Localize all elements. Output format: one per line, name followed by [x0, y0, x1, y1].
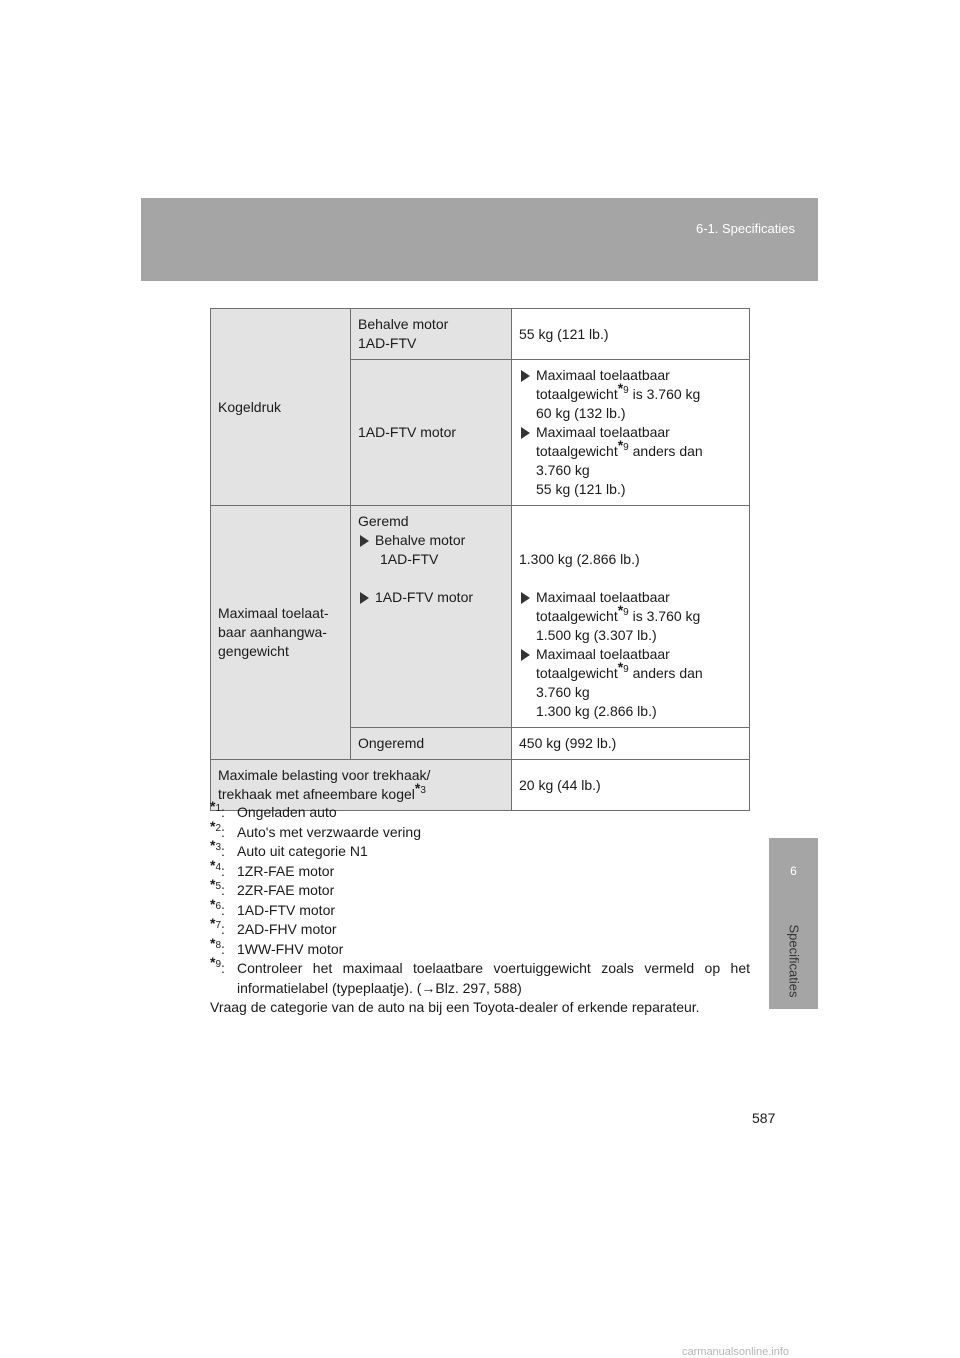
footnote: $^{*3}$: Auto uit categorie N1 — [210, 837, 368, 859]
value-cell: 55 kg (121 lb.) — [512, 309, 750, 360]
footnote: $^{*2}$: Auto's met verzwaarde vering — [210, 817, 421, 840]
footnote: $^{*1}$: Ongeladen auto — [210, 798, 337, 820]
footnotes — [210, 798, 750, 998]
bullet-item: Maximaal toelaatbaar totaalgewicht$^{*9}$ is 3.760 kg 1.500 kg (3.307 lb.) — [519, 588, 742, 645]
value-cell — [512, 360, 750, 506]
arrow-bullet-icon — [521, 592, 530, 604]
arrow-bullet-icon — [360, 592, 369, 604]
arrow-bullet-icon — [521, 649, 530, 661]
header-band — [141, 198, 818, 281]
bullet-item: 1AD-FTV motor — [358, 588, 504, 607]
chapter-label-wrap — [788, 913, 800, 1009]
geremd-cell: Geremd Behalve motor 1AD-FTV 1AD-FTV motor — [351, 506, 512, 728]
condition-cell: 1AD-FTV motor — [351, 360, 512, 506]
kogeldruk-label: Kogeldruk — [211, 309, 351, 506]
footnote: $^{*9}$: Controleer het maximaal toelaatbare voertuiggewicht zoals vermeld op het informatielabel (typeplaatje). (→Blz. 297, 588) — [210, 954, 750, 996]
page-number: 587 — [752, 1110, 776, 1126]
trekhaak-label: Maximale belasting voor trekhaak/ trekhaak met afneembare kogel$^{*3}$ — [211, 760, 512, 811]
section-title: 6-1. Specificaties — [696, 221, 795, 236]
table-row — [211, 309, 750, 360]
footnote: $^{*6}$: 1AD-FTV motor — [210, 895, 336, 918]
footnote: $^{*8}$: 1WW-FHV motor — [210, 934, 344, 957]
condition-cell: Ongeremd — [351, 728, 512, 760]
footnote: $^{*4}$: 1ZR-FAE motor — [210, 856, 335, 879]
value-cell: 450 kg (992 lb.) — [512, 728, 750, 760]
footnote: $^{*5}$: 2ZR-FAE motor — [210, 876, 335, 898]
bullet-item: Behalve motor — [358, 531, 504, 550]
aanhanger-label: Maximaal toelaat- baar aanhangwa- gengewicht — [211, 506, 351, 760]
table-row — [211, 506, 750, 728]
chapter-number: 6 — [790, 864, 797, 878]
bullet-item: Maximaal toelaatbaar totaalgewicht$^{*9}$ anders dan 3.760 kg 55 kg (121 lb.) — [519, 423, 742, 499]
footnote: $^{*7}$: 2AD-FHV motor — [210, 915, 337, 937]
bullet-item: Maximaal toelaatbaar totaalgewicht$^{*9}$ is 3.760 kg 60 kg (132 lb.) — [519, 366, 742, 423]
bullet-item: Maximaal toelaatbaar totaalgewicht$^{*9}$ anders dan 3.760 kg 1.300 kg (2.866 lb.) — [519, 645, 742, 721]
value-cell: 1.300 kg (2.866 lb.) Maximaal toelaatbaar totaalgewicht$^{*9}$ is 3.760 kg 1.500 kg (3.307 lb.) Maximaal toelaatbaar totaalgewicht$^{*9}$ anders dan 3.760 kg 1.300 kg (2.866 lb.) — [512, 506, 750, 728]
arrow-bullet-icon — [360, 535, 369, 547]
arrow-bullet-icon — [521, 427, 530, 439]
spec-table — [210, 308, 750, 811]
condition-cell: Behalve motor 1AD-FTV — [351, 309, 512, 360]
arrow-bullet-icon — [521, 370, 530, 382]
chapter-label: Specificaties — [786, 924, 802, 998]
value-cell: 20 kg (44 lb.) — [512, 760, 750, 811]
watermark: carmanualsonline.info — [682, 1346, 790, 1358]
note-text: Vraag de categorie van de auto na bij een Toyota-dealer of erkende reparateur. — [210, 999, 700, 1015]
